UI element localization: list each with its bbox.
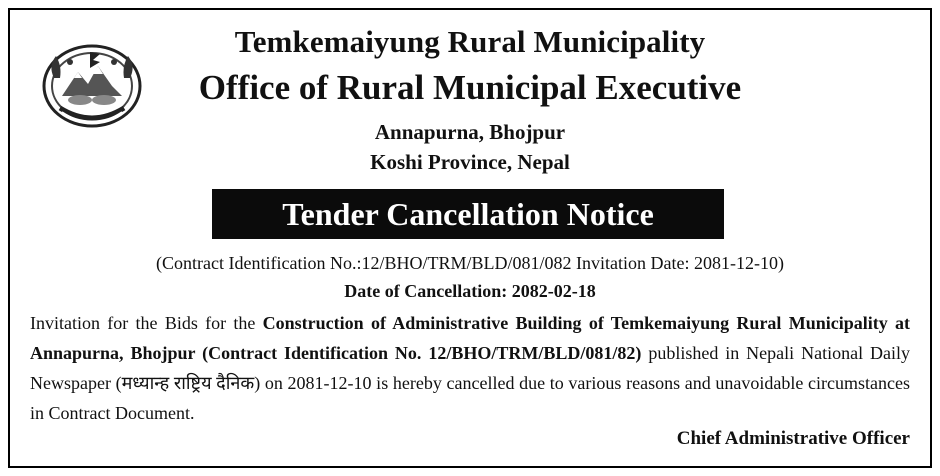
invitation-date: 2081-12-10: [693, 253, 778, 273]
body-details: published in Nepali National Daily Newspaper (मध्यान्ह राष्ट्रिय दैनिक) on 2081-12-10 is hereby cancelled due to various reasons and unavoidable circumstances in Contract Document.: [30, 343, 910, 423]
notice-body: [30, 308, 910, 428]
contract-identification-line: [0, 253, 940, 274]
cancellation-date: 2082-02-18: [511, 281, 596, 301]
municipality-title: Temkemaiyung Rural Municipality: [234, 24, 706, 59]
body-project-title: Construction of Administrative Building of Temkemaiyung Rural Municipality at Annapurna, Bhojpur (Contract Identification No. 12/BHO/TRM/BLD/081/82): [30, 313, 911, 363]
body-intro: Invitation for the Bids for the: [30, 313, 263, 333]
notice-title-banner: Tender Cancellation Notice: [212, 189, 724, 239]
signatory-title: Chief Administrative Officer: [676, 428, 910, 449]
contract-number: 12/BHO/TRM/BLD/081/082: [361, 253, 572, 273]
cancellation-label: Date of Cancellation:: [344, 281, 512, 301]
cancellation-date-line: [0, 281, 940, 302]
address-line-1: Annapurna, Bhojpur: [374, 120, 566, 144]
address-line-2: Koshi Province, Nepal: [370, 150, 570, 174]
contract-suffix: ): [777, 253, 784, 273]
invitation-label: Invitation Date:: [571, 253, 694, 273]
office-title: Office of Rural Municipal Executive: [198, 68, 742, 107]
contract-prefix: (Contract Identification No.:: [156, 253, 362, 273]
